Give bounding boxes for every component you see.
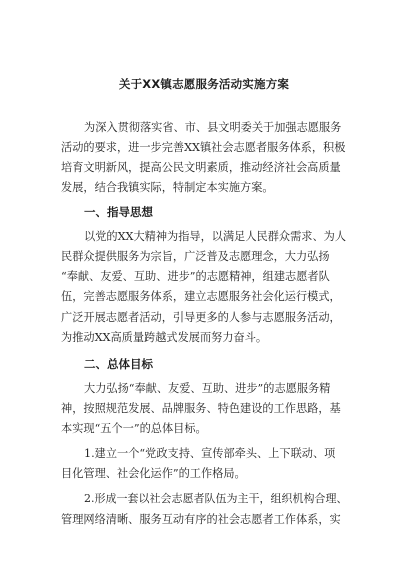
section1-line-2: 民群众提供服务为宗旨，广泛普及志愿理念，大力弘扬 (61, 250, 330, 263)
section1-line-6: 为推动XX高质量跨越式发展而努力奋斗。 (61, 331, 268, 344)
section1-line-1: 以党的XX大精神为指导，以满足人民群众需求、为人 (84, 230, 347, 243)
goal-item-1-line-1: 1.建立一个“党政支持、宣传部牵头、上下联动、项 (84, 447, 336, 460)
section2-line-2: 神，按照规范发展、品牌服务、特色建设的工作思路，基 (61, 402, 341, 415)
section2-line-1: 大力弘扬“奉献、友爱、互助、进步”的志愿服务精 (84, 382, 331, 395)
section2-line-3: 本实现“五个一”的总体目标。 (61, 422, 207, 435)
intro-line-1: 为深入贯彻落实省、市、县文明委关于加强志愿服务 (84, 121, 342, 134)
section-heading-guiding-ideology: 一、指导思想 (84, 205, 153, 219)
intro-line-4: 发展，结合我镇实际，特制定本实施方案。 (61, 181, 274, 194)
section1-line-5: 广泛开展志愿者活动，引导更多的人参与志愿服务活动， (61, 311, 341, 324)
goal-item-2-line-2: 管理网络清晰、服务互动有序的社会志愿者工作体系，实 (61, 513, 341, 526)
intro-line-3: 培育文明新风，提高公民文明素质，推动经济社会高质量 (61, 161, 341, 174)
document-title: 关于XX镇志愿服务活动实施方案 (118, 77, 290, 91)
intro-line-2: 活动的要求，进一步完善XX镇社会志愿者服务体系，积极 (61, 141, 346, 154)
goal-item-2-line-1: 2.形成一套以社会志愿者队伍为主干，组织机构合理、 (84, 492, 348, 505)
section1-line-3: “奉献、友爱、互助、进步”的志愿精神，组建志愿者队 (61, 270, 330, 283)
section-heading-overall-goal: 二、总体目标 (84, 357, 153, 371)
goal-item-1-line-2: 目化管理、社会化运作”的工作格局。 (61, 467, 246, 480)
section1-line-4: 伍，完善志愿服务体系，建立志愿服务社会化运行模式， (61, 290, 341, 303)
